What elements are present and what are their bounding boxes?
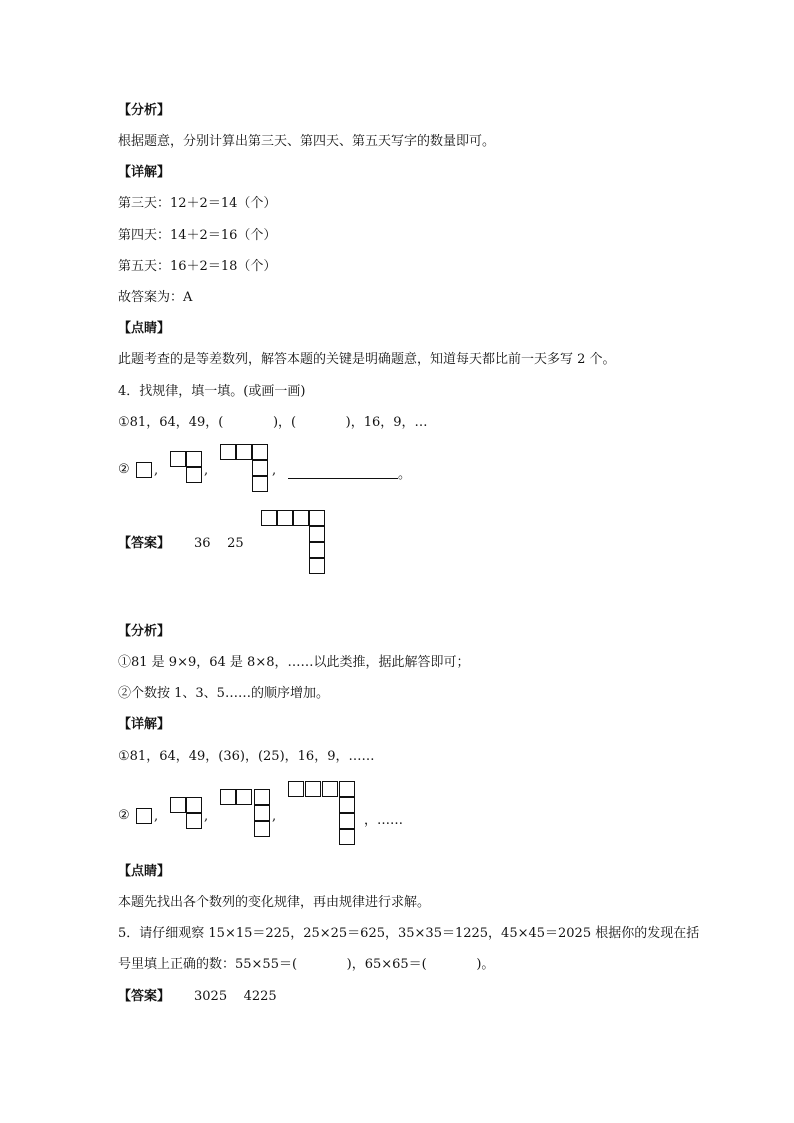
shape-cell [136, 808, 152, 824]
detail2-header: 【详解】 [118, 717, 171, 732]
q4-shape-end: 。 [398, 467, 412, 482]
q4-shape-label: ② [118, 462, 130, 477]
shape-cell [277, 510, 293, 526]
shape-cell [254, 789, 270, 805]
answer-is-line: 故答案为：A [118, 290, 193, 305]
comma: , [204, 463, 209, 478]
analysis2-line2: ②个数按 1、3、5……的顺序增加。 [118, 686, 329, 701]
shape-cell [339, 797, 355, 813]
comma: , [154, 463, 159, 478]
answer4-values: 36 25 [194, 536, 244, 551]
q5-line2: 号里填上正确的数：55×55＝( )，65×65＝( )。 [118, 957, 495, 972]
shape-cell [254, 821, 270, 837]
shape-cell [136, 462, 152, 478]
shape-cell [220, 789, 236, 805]
shape-cell [186, 813, 202, 829]
point2-header: 【点睛】 [118, 864, 171, 879]
shape-cell [309, 558, 325, 574]
answer4-header: 【答案】 [118, 536, 171, 551]
shape-cell [305, 781, 321, 797]
detail2-sequence: ①81，64，49，(36)，(25)，16，9，…… [118, 749, 375, 764]
shape-cell [322, 781, 338, 797]
point1-header: 【点睛】 [118, 321, 171, 336]
detail2-ellipsis: ，…… [364, 813, 404, 828]
shape-cell [309, 510, 325, 526]
point2-text: 本题先找出各个数列的变化规律，再由规律进行求解。 [118, 895, 431, 910]
shape-cell [236, 444, 252, 460]
comma: , [204, 809, 209, 824]
q4-sequence: ①81，64，49，( )，( )，16，9，… [118, 415, 428, 430]
shape-cell [186, 451, 202, 467]
shape-cell [252, 444, 268, 460]
shape-cell [252, 476, 268, 492]
day3-line: 第三天：12＋2＝14（个） [118, 196, 277, 211]
detail2-shape-label: ② [118, 808, 130, 823]
shape-cell [254, 805, 270, 821]
shape-cell [170, 451, 186, 467]
shape-cell [339, 829, 355, 845]
shape-cell [288, 781, 304, 797]
shape-cell [309, 542, 325, 558]
shape-cell [170, 797, 186, 813]
detail1-header: 【详解】 [118, 165, 171, 180]
shape-cell [339, 781, 355, 797]
comma: , [272, 809, 277, 824]
analysis2-header: 【分析】 [118, 624, 171, 639]
analysis1-text: 根据题意，分别计算出第三天、第四天、第五天写字的数量即可。 [118, 134, 496, 149]
shape-cell [339, 813, 355, 829]
point1-text: 此题考查的是等差数列，解答本题的关键是明确题意，知道每天都比前一天多写 2 个。 [118, 352, 616, 367]
day5-line: 第五天：16＋2＝18（个） [118, 259, 277, 274]
q5-line1: 5．请仔细观察 15×15＝225，25×25＝625，35×35＝1225，45×45＝2025 根据你的发现在括 [118, 926, 700, 941]
shape-cell [252, 460, 268, 476]
day4-line: 第四天：14＋2＝16（个） [118, 228, 277, 243]
analysis2-line1: ①81 是 9×9，64 是 8×8，……以此类推，据此解答即可； [118, 655, 470, 670]
answer5-header: 【答案】 [118, 989, 171, 1004]
answer5-values: 3025 4225 [194, 989, 277, 1004]
shape-cell [236, 789, 252, 805]
comma: , [272, 463, 277, 478]
shape-cell [220, 444, 236, 460]
shape-cell [309, 526, 325, 542]
analysis1-header: 【分析】 [118, 103, 171, 118]
q4-title: 4．找规律，填一填。(或画一画) [118, 384, 306, 399]
shape-cell [261, 510, 277, 526]
answer-blank [288, 478, 398, 479]
shape-cell [293, 510, 309, 526]
shape-cell [186, 467, 202, 483]
shape-cell [186, 797, 202, 813]
comma: , [154, 809, 159, 824]
